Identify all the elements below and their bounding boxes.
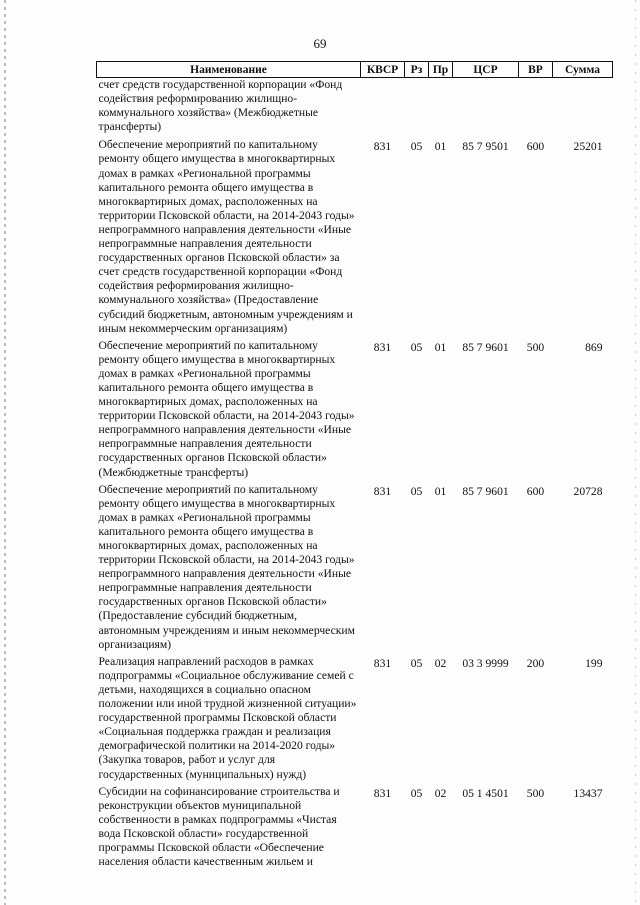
row-pr: 01 [434, 484, 447, 498]
row-vr: 200 [526, 656, 545, 670]
row-rz: 05 [410, 656, 423, 670]
row-kvsr: 831 [373, 786, 392, 800]
row-name: счет средств государственной корпорации «Фонд содействия реформированию жилищно-коммунального хозяйства» (Межбюджетные трансферты) [98, 78, 343, 134]
row-kvsr: 831 [373, 140, 392, 154]
scan-edge-right [635, 0, 636, 905]
row-vr: 500 [526, 340, 545, 354]
row-name: Реализация направлений расходов в рамках подпрограммы «Социальное обслуживание семей с детьми, находящихся в социально опасном положении или иной трудной жизненной ситуации» государственной программы Псковской области «Социальная поддержка граждан и реализация демографической политики на 2014-2020 годы» (Закупка товаров, работ и услуг для государственных (муниципальных) нужд) [98, 654, 357, 781]
budget-table [96, 61, 613, 872]
row-csr: 85 7 9601 [462, 484, 509, 498]
row-sum: 199 [585, 656, 603, 670]
table-row [97, 655, 613, 785]
table-row [97, 339, 613, 483]
row-sum: 25201 [573, 140, 603, 154]
table-body [97, 78, 613, 873]
row-csr: 05 1 4501 [462, 786, 509, 800]
row-sum: 869 [585, 340, 603, 354]
row-vr: 600 [526, 140, 545, 154]
row-name: Обеспечение мероприятий по капитальному ремонту общего имущества в многоквартирных домах в рамках «Региональной программы капитального ремонта общего имущества в многоквартирных домах, расположенных на территории Псковской области, на 2014-2043 годы» непрограммного направления деятельности «Иные непрограммные направления деятельности государственных органов Псковской области» за счет средств государственной корпорации «Фонд содействия реформирования жилищно-коммунального хозяйства» (Предоставление субсидий бюджетным, автономным учреждениям и иным некоммерческим организациям) [98, 138, 355, 335]
header-pr: Пр [429, 62, 453, 78]
row-kvsr: 831 [373, 340, 392, 354]
row-vr: 600 [526, 484, 545, 498]
row-rz: 05 [410, 340, 423, 354]
row-pr: 02 [434, 786, 447, 800]
row-rz: 05 [410, 140, 423, 154]
row-csr: 03 3 9999 [462, 656, 509, 670]
row-vr: 500 [526, 786, 545, 800]
header-kvsr: КВСР [361, 62, 405, 78]
header-rz: Рз [405, 62, 429, 78]
header-sum: Сумма [553, 62, 613, 78]
row-sum: 20728 [573, 484, 603, 498]
header-vr: ВР [519, 62, 553, 78]
header-name: Наименование [97, 62, 361, 78]
row-name: Субсидии на софинансирование строительства и реконструкции объектов муниципальной собственности в рамках подпрограммы «Чистая вода Псковской области» государственной программы Псковской области «Обеспечение населения области качественным жильем и [98, 784, 340, 869]
row-name: Обеспечение мероприятий по капитальному ремонту общего имущества в многоквартирных домах в рамках «Региональной программы капитального ремонта общего имущества в многоквартирных домах, расположенных на территории Псковской области, на 2014-2043 годы» непрограммного направления деятельности «Иные непрограммные направления деятельности государственных органов Псковской области» (Предоставление субсидий бюджетным, автономным учреждениям и иным некоммерческим организациям) [98, 482, 355, 651]
row-csr: 85 7 9501 [462, 140, 509, 154]
row-rz: 05 [410, 484, 423, 498]
table-header [97, 62, 613, 78]
table-row [97, 483, 613, 655]
table-row-continuation [97, 78, 613, 139]
row-rz: 05 [410, 786, 423, 800]
row-name: Обеспечение мероприятий по капитальному ремонту общего имущества в многоквартирных домах в рамках «Региональной программы капитального ремонта общего имущества в многоквартирных домах, расположенных на территории Псковской области, на 2014-2043 годы» непрограммного направления деятельности «Иные непрограммные направления деятельности государственных органов Псковской области» (Межбюджетные трансферты) [98, 338, 355, 479]
row-kvsr: 831 [373, 656, 392, 670]
row-pr: 02 [434, 656, 447, 670]
page-number: 69 [313, 36, 327, 51]
table-row [97, 785, 613, 873]
table-row [97, 138, 613, 338]
row-kvsr: 831 [373, 484, 392, 498]
scan-edge-left [4, 0, 6, 905]
row-pr: 01 [434, 140, 447, 154]
row-sum: 13437 [573, 786, 603, 800]
header-csr: ЦСР [453, 62, 519, 78]
row-pr: 01 [434, 340, 447, 354]
row-csr: 85 7 9601 [462, 340, 509, 354]
